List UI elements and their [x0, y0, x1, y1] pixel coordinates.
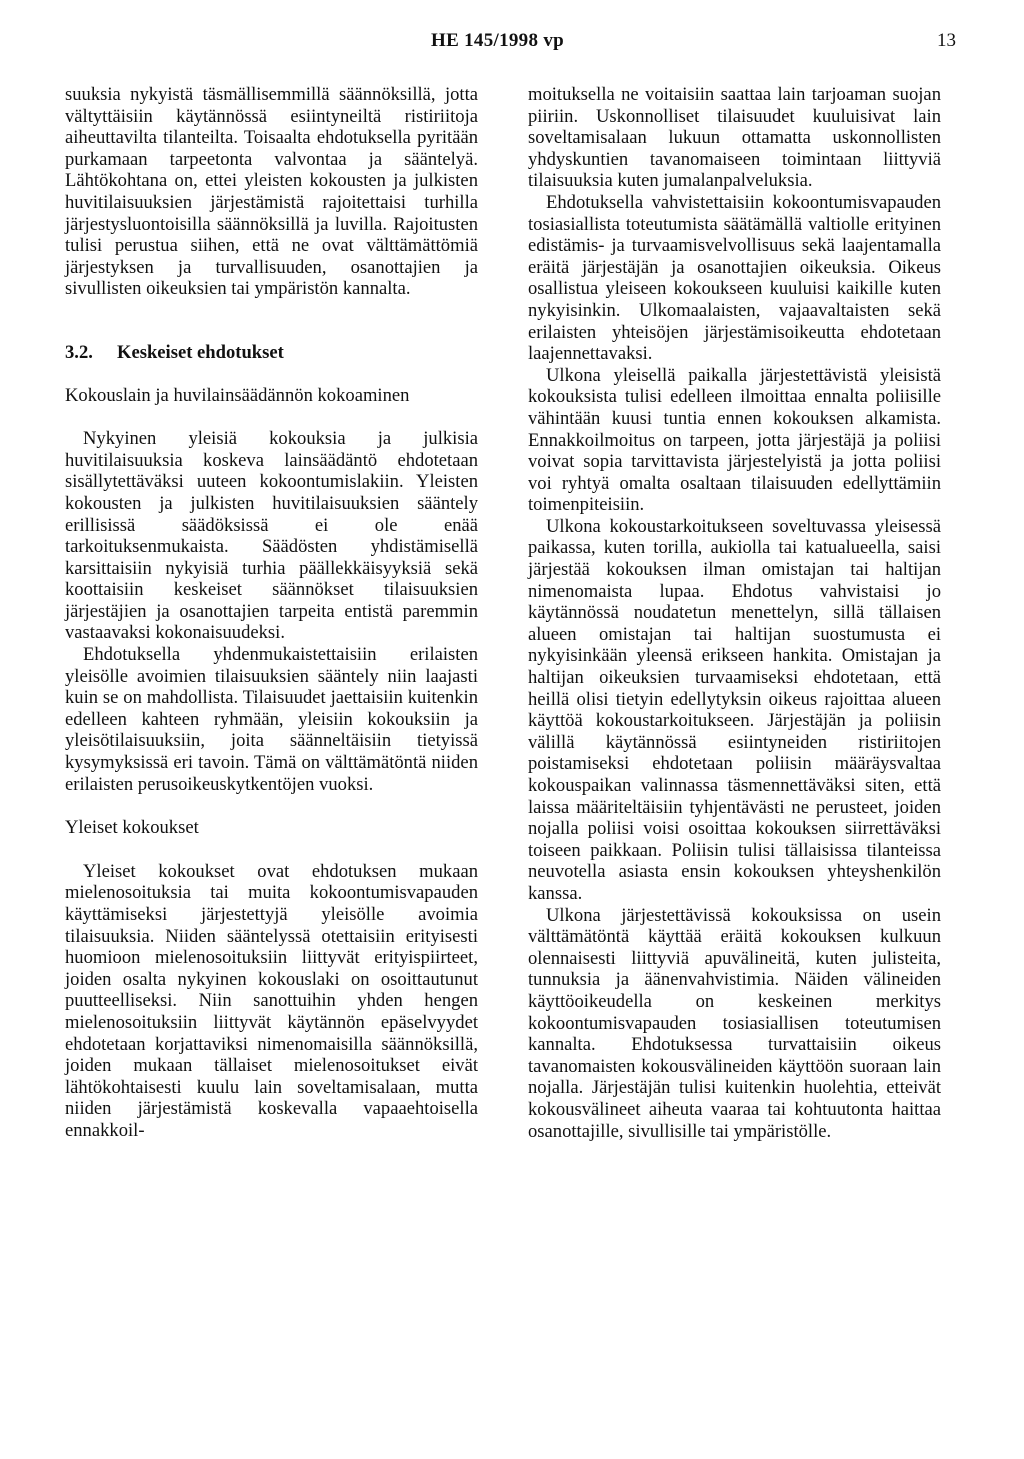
paragraph: Ulkona yleisellä paikalla järjestettävistä yleisistä kokouksista tulisi edelleen ilmoittaa ennalta poliisille vähintään kuusi tuntia ennen kokouksen alkamista. Ennakkoilmoitus on tarpeen, jotta järjestäjä ja poliisi voivat sopia tarvittavista järjestelyistä ja jotta poliisi voi ryhtyä omalta osaltaan tilaisuuden edellyttämiin toimenpiteisiin.	[528, 364, 941, 516]
paragraph: moituksella ne voitaisiin saattaa lain tarjoaman suojan piiriin. Uskonnolliset tilaisuudet kuuluisivat lain soveltamisalaan lukuun ottamatta uskonnollisten yhdyskuntien tavanomaiseen toimintaan liittyviä tilaisuuksia kuten jumalanpalveluksia.	[528, 84, 941, 192]
paragraph: Ulkona järjestettävissä kokouksissa on usein välttämätöntä käyttää eräitä kokouksen kulkuun olennaisesti liittyviä apuvälineitä, kuten julisteita, tunnuksia ja äänenvahvistimia. Näiden välineiden käyttöoikeudella on keskeinen merkitys kokoontumisvapauden tosiasiallisen toteutumisen kannalta. Ehdotuksessa turvattaisiin oikeus tavanomaisten kokousvälineiden käyttöön suoraan lain nojalla. Järjestäjän tulisi kuitenkin huolehtia, etteivät kokousvälineet aiheuta vaaraa tai kohtuutonta haittaa osanottajille, sivullisille tai ympäristölle.	[528, 904, 941, 1142]
section-number: 3.2.	[65, 341, 93, 363]
page-number: 13	[937, 30, 956, 51]
paragraph: Nykyinen yleisiä kokouksia ja julkisia huvitilaisuuksia koskeva lainsäädäntö ehdotetaan sisällytettäväksi uuteen kokoontumislakiin. Yleisten kokousten ja julkisten huvitilaisuuksien sääntely erillisissä säädöksissä ei ole enää tarkoituksenmukaista. Säädösten yhdistämisellä karsittaisiin nykyisiä turhia päällekkäisyyksiä sekä koottaisiin keskeiset säännökset tilaisuuksien järjestäjien ja osanottajien tarpeita entistä paremmin vastaavaksi kokonaisuudeksi.	[65, 428, 478, 644]
left-column	[65, 84, 478, 1142]
page-header	[0, 30, 1024, 60]
subheading: Kokouslain ja huvilainsäädännön kokoaminen	[65, 384, 410, 406]
section-title: Keskeiset ehdotukset	[117, 341, 284, 363]
right-column	[528, 84, 941, 1142]
subheading: Yleiset kokoukset	[65, 817, 199, 839]
paragraph: Ehdotuksella yhdenmukaistettaisiin erilaisten yleisölle avoimien tilaisuuksien sääntely niin laajasti kuin se on mahdollista. Tilaisuudet jaettaisiin kuitenkin edelleen kahteen ryhmään, yleisiin kokouksiin ja yleisötilaisuuksiin, joita säänneltäisiin tietyissä kysymyksissä eri tavoin. Tämä on välttämätöntä niiden erilaisten perusoikeuskytkentöjen vuoksi.	[65, 644, 478, 795]
paragraph: suuksia nykyistä täsmällisemmillä säännöksillä, jotta vältyttäisiin käytännössä esiintyneiltä ristiriitoja aiheuttavilta tilanteilta. Toisaalta ehdotuksella pyritään purkamaan tarpeetonta valvontaa ja sääntelyä. Lähtökohtana on, ettei yleisten kokousten ja julkisten huvitilaisuuksien järjestämistä rajoitettaisi turhilla järjestysluontoisilla säännöksillä ja luvilla. Rajoitusten tulisi perustua siihen, että ne ovat välttämättömiä järjestyksen ja turvallisuuden, osanottajien ja sivullisten oikeuksien tai ympäristön kannalta.	[65, 84, 478, 300]
section-heading	[65, 342, 478, 364]
paragraph: Ehdotuksella vahvistettaisiin kokoontumisvapauden tosiasiallista toteutumista säätämällä valtiolle erityinen edistämis- ja turvaamisvelvollisuus sekä laajentamalla eräitä järjestäjän ja osanottajien oikeuksia. Oikeus osallistua yleiseen kokoukseen kuuluisi kaikille kuten nykyisinkin. Ulkomaalaisten, vajaavaltaisten sekä erilaisten yhteisöjen järjestämisoikeutta ehdotetaan laajennettavaksi.	[528, 191, 941, 365]
paragraph: Ulkona kokoustarkoitukseen soveltuvassa yleisessä paikassa, kuten torilla, aukiolla tai katualueella, saisi järjestää kokouksen ilman omistajan tai haltijan nimenomaista lupaa. Ehdotus vahvistaisi jo käytännössä noudatetun menettelyn, sillä tällaisen alueen omistajan tai haltijan suostumusta ei nykyisinkään yleensä erikseen hankita. Omistajan ja haltijan oikeuksien turvaamiseksi ehdotetaan, että heillä olisi tietyin edellytyksin oikeus rajoittaa alueen käyttöä kokoustarkoitukseen. Järjestäjän ja poliisin välillä käytännössä esiintyneiden ristiriitojen poistamiseksi ehdotetaan poliisin määräysvaltaa kokouspaikan valinnassa täsmennettäväksi siten, että laissa määriteltäisiin tyhjentävästi ne perusteet, joiden nojalla poliisi voisi osoittaa kokouksen siirrettäväksi toiseen paikkaan. Poliisin tulisi tällaisissa tilanteissa neuvotella asiasta ensin kokouksen yhteyshenkilön kanssa.	[528, 515, 941, 904]
paragraph: Yleiset kokoukset ovat ehdotuksen mukaan mielenosoituksia tai muita kokoontumisvapauden käyttämiseksi järjestettyjä yleisölle avoimia tilaisuuksia. Niiden sääntelyssä otettaisiin erityisesti huomioon mielenosoituksiin liittyvät erityispiirteet, joiden osalta nykyinen kokouslaki on osoittautunut puutteelliseksi. Niin sanottuihin yhden hengen mielenosoituksiin liittyvät käytännön epäselvyydet ehdotetaan korjattaviksi nimenomaisilla säännöksillä, joiden mukaan tällaiset mielenosoitukset eivät lähtökohtaisesti kuulu lain soveltamisalaan, mutta niiden järjestämistä koskevalla vapaaehtoisella ennakkoil-	[65, 860, 478, 1141]
document-id: HE 145/1998 vp	[431, 30, 564, 51]
